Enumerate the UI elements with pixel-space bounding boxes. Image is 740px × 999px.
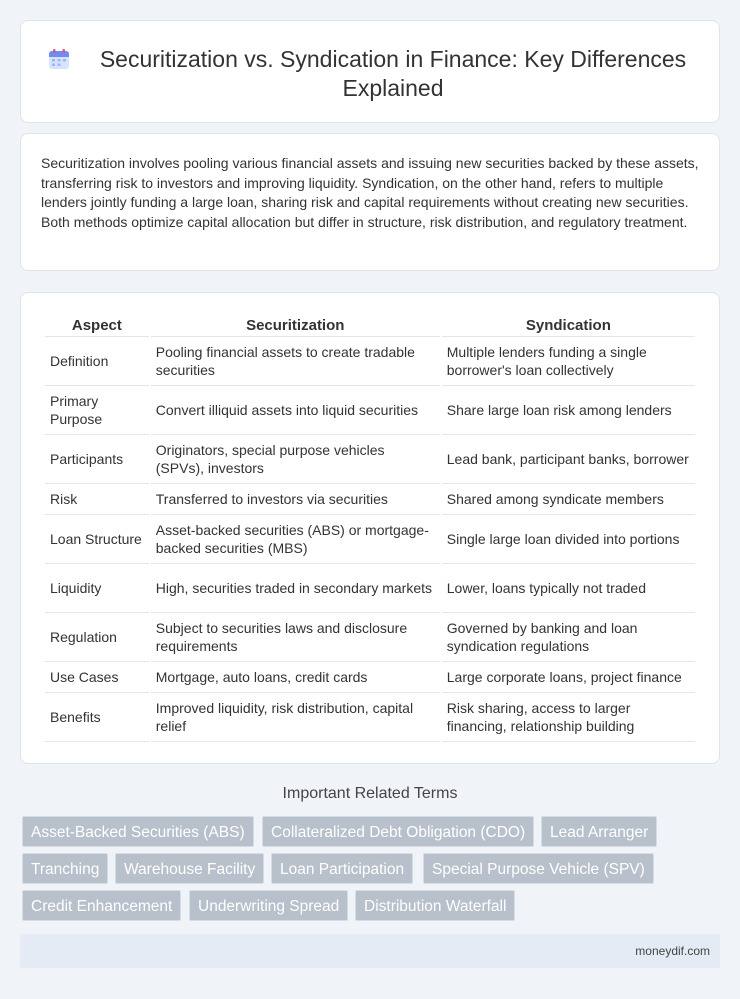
cell-securitization: Mortgage, auto loans, credit cards [151,662,440,693]
header-aspect: Aspect [45,313,149,337]
comparison-table [43,313,697,742]
table-header-row [45,313,695,337]
cell-securitization: High, securities traded in secondary markets [151,564,440,613]
related-term-tag[interactable]: Distribution Waterfall [355,890,515,921]
cell-aspect: Regulation [45,613,149,662]
related-term-tag[interactable]: Special Purpose Vehicle (SPV) [423,853,654,884]
footer [20,934,720,968]
footer-site[interactable]: moneydif.com [635,944,710,958]
cell-syndication: Lower, loans typically not traded [442,564,695,613]
cell-aspect: Primary Purpose [45,386,149,435]
intro-paragraph: Securitization involves pooling various financial assets and issuing new securities backed by these assets, transferring risk to investors and improving liquidity. Syndication, on the other hand, refers to multiple lenders jointly funding a large loan, sharing risk and capital requirements without creating new securities. Both methods optimize capital allocation but differ in structure, risk distribution, and regulatory treatment. [41,155,699,230]
cell-syndication: Large corporate loans, project finance [442,662,695,693]
related-term-tag[interactable]: Warehouse Facility [115,853,264,884]
table-row [45,337,695,386]
cell-syndication: Lead bank, participant banks, borrower [442,435,695,484]
table-row [45,386,695,435]
related-term-tag[interactable]: Loan Participation [271,853,413,884]
cell-aspect: Loan Structure [45,515,149,564]
cell-aspect: Liquidity [45,564,149,613]
intro-card [20,133,720,271]
cell-aspect: Use Cases [45,662,149,693]
comparison-card [20,292,720,764]
table-row [45,435,695,484]
table-row [45,693,695,742]
cell-aspect: Benefits [45,693,149,742]
cell-securitization: Subject to securities laws and disclosure requirements [151,613,440,662]
table-row [45,613,695,662]
cell-aspect: Participants [45,435,149,484]
cell-securitization: Convert illiquid assets into liquid securities [151,386,440,435]
cell-securitization: Pooling financial assets to create tradable securities [151,337,440,386]
calendar-icon [48,48,70,70]
related-terms-heading: Important Related Terms [282,785,458,802]
page-title: Securitization vs. Syndication in Finance: Key Differences Explained [99,46,687,101]
related-term-tag[interactable]: Tranching [22,853,108,884]
cell-aspect: Risk [45,484,149,515]
related-term-tag[interactable]: Asset-Backed Securities (ABS) [22,816,254,847]
cell-securitization: Transferred to investors via securities [151,484,440,515]
table-row [45,484,695,515]
cell-syndication: Risk sharing, access to larger financing, relationship building [442,693,695,742]
cell-syndication: Shared among syndicate members [442,484,695,515]
table-row [45,515,695,564]
related-term-tag[interactable]: Collateralized Debt Obligation (CDO) [262,816,534,847]
cell-securitization: Asset-backed securities (ABS) or mortgage-backed securities (MBS) [151,515,440,564]
cell-aspect: Definition [45,337,149,386]
cell-syndication: Governed by banking and loan syndication regulations [442,613,695,662]
title-card [20,20,720,123]
cell-securitization: Improved liquidity, risk distribution, capital relief [151,693,440,742]
related-term-tag[interactable]: Credit Enhancement [22,890,181,921]
cell-syndication: Single large loan divided into portions [442,515,695,564]
header-syndication: Syndication [442,313,695,337]
cell-syndication: Share large loan risk among lenders [442,386,695,435]
related-term-tag[interactable]: Lead Arranger [541,816,657,847]
table-row [45,564,695,613]
cell-syndication: Multiple lenders funding a single borrower's loan collectively [442,337,695,386]
related-term-tag[interactable]: Underwriting Spread [189,890,348,921]
header-securitization: Securitization [151,313,440,337]
cell-securitization: Originators, special purpose vehicles (SPVs), investors [151,435,440,484]
table-row [45,662,695,693]
